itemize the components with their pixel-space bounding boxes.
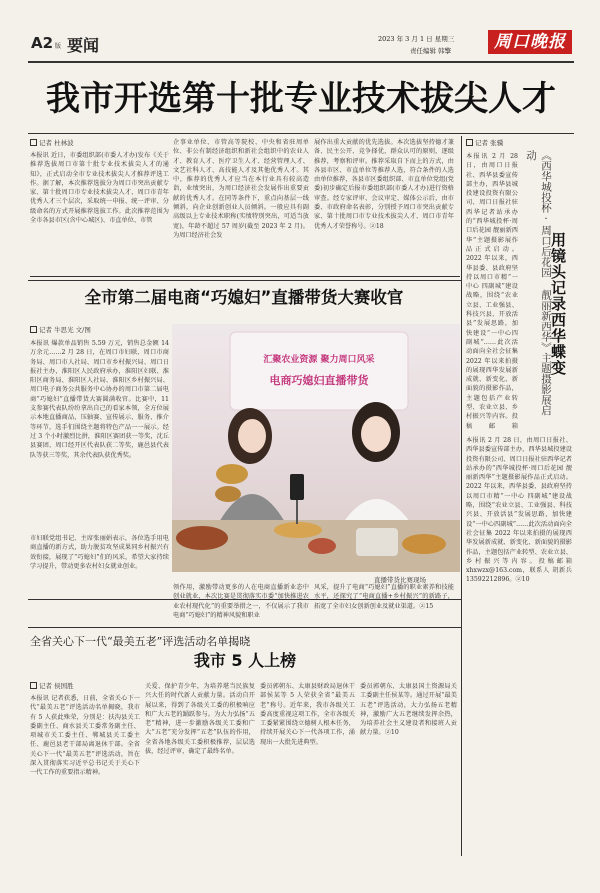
feature-column-3: 领作用，激励带动更多的人在电商直播新业态中创业就业，本次比赛是贯彻落实市委“加快推进农业农村现代化”的重要举措之一，不仅展示了我市电商“巧媳妇”的精神风貌和职业 [173, 584, 309, 619]
sidebar-byline: 记者 张骥 [466, 138, 503, 147]
photo-banner-line-1: 汇聚农业资源 聚力周口风采 [263, 355, 375, 365]
article3-column-4: 委员郭朝东、太康县国土资源局关工委副主任侯某等。通过开展“最美五老”评选活动，大力弘扬五老精神，激励广大五老继续发挥余热，为培养社会主义建设者和接班人贡献力量。②10 [360, 683, 457, 737]
article1-column-2: 企事业单位、市管高等院校、中央和省驻周单位、非公有制经济组织和新社会组织中的农业人才、教育人才、医疗卫生人才、经营管理人才、文艺社科人才、高技能人才及其他优秀人才。其中，推荐的优秀人才应当在本行业具有较高造诣，业绩突出，为周口经济社会发展作出重要贡献的优秀人才。在同等条件下，重点向基层一线倾斜，向企业创新创业人员倾斜。一般应具有副高级以上专业技术职称(实绩特别突出，可适当放宽)，年龄不超过 57 周岁(截至 2023 年 2 月)。为周口经济社会发 [173, 139, 309, 239]
page-headline: 我市开选第十批专业技术拔尖人才 [46, 79, 556, 119]
article1-column-3: 展作出重大贡献的优先选拔。本次选拔坚持德才兼备、民主公开、竞争择优，群众认可的原则，逐级推荐，考察和评审。推荐采取自下而上的方式，由各县市区、市直单位等推荐人选，符合条件的人选由单位推荐，各县市区委组织部、市直单位党组(党委)初步确定后报市委组织部(市委人才办)进行资格审查。经专家评审、会议审定、媒体公示后，由市委、市政府命名表彰，分别授予周口市突出贡献专家、第十批周口市专业技术拔尖人才、周口市青年优秀人才荣誉称号。②18 [314, 139, 454, 230]
article3-kicker: 全省关心下一代“最美五老”评选活动名单揭晓 [30, 635, 251, 648]
page-code: A2 [31, 34, 54, 52]
page-suffix: 版 [55, 43, 62, 50]
article1-byline: 记者 杜林波 [30, 138, 74, 147]
headline-rule [28, 133, 574, 134]
feature-byline: 记者 牛思光 文/图 [30, 325, 91, 334]
article3-column-1: 本报讯 记者获悉，日前，全省关心下一代“最美五老”评选活动名单揭晓，我市有 5 人获此殊荣，分别是：扶沟县关工委副主任、商水县关工委常务副主任、项城市关工委主任、郸城县关工委主任、鹿邑县老干部局离退休干部。全省关心下一代“最美五老”评选活动，旨在深入贯彻落实习近平总书记关于关心下一代工作的重要指示精神。 [30, 695, 140, 777]
sidebar-body-lower: 本报讯 2 月 28 日，由周口日报社、西华县委宣传部主办，西华县城投建设投资有限公司、周口日报社驻西华记者站承办的“西华城投杯·周口后花园 靓丽新西华”主题摄影展作品正式启动。2022 年以来，西华县委、县政府坚持以周口市精“一中心 四副城”建设战略，围绕“农业立县、工业强县、科技兴县、开放活县”发展思路，加快建设“一中心四副城”……此次活动面向全社会征集 2022 年以来拍摄的展现西华发展新成就、新变化、新面貌的摄影作品，主题包括产业转型、农业立县、乡村振兴等内容。投稿邮箱 xhxwzx@163.com，联系人 胡新兵 13592212896。②10 [466, 437, 572, 584]
article3-byline: 记者 侯国胜 [30, 681, 74, 690]
photo-caption: 直播带货比赛现场 [374, 576, 426, 584]
feature-photo [172, 324, 460, 572]
feature-title: 全市第二届电商“巧媳妇”直播带货大赛收官 [84, 288, 404, 307]
masthead [0, 0, 600, 64]
feature-column-2: 市妇联党组书记、主席张丽娟表示，各位选手用电商直播的新方式，助力脱贫攻坚成果同乡村振兴有效衔接，展现了“巧媳妇”们的风采，希望大家持续学习提升，带动更多农村妇女就业创业。 [30, 535, 169, 570]
sidebar-title: 用镜头记录西华蝶变 [549, 232, 567, 376]
masthead-rule [28, 61, 574, 63]
article1-divider [30, 276, 460, 277]
feature-column-1: 本报讯 爆款单品销售 5.59 万元，销售总金额 14 万余元……2 月 28 日，在周口市妇联、周口市商务局、周口市人社局、周口市乡村振兴局、周口日报社主办，淮阳区人民政府承办，淮阳区妇联、淮阳区商务局、淮阳区人社局、淮阳区乡村振兴局、周口电子商务公共服务中心协办的周口市第二届电商“巧媳妇”直播带货大赛圆满收官。比赛中，11 支参赛代表队纷纷拿出自己的看家本领，全方位展示本地直播商品，压轴赛、宣传展示、服务、推介等环节，选手们围绕主题将特色产品一一展示。经过 3 个小时激烈比拼，淮阳区赛团获一等奖，沈丘县赛团、周口经开区代表队获二等奖，鹿邑县代表队等获三等奖，其余代表队获优秀奖。 [30, 340, 169, 459]
sidebar-body: 本报讯 2 月 28 日，由周口日报社、西华县委宣传部主办，西华县城投建设投资有限公司、周口日报社驻西华记者站承办的“西华城投杯·周口后花园 靓丽新西华”主题摄影展作品正式启动。2022 年以来，西华县委、县政府坚持以周口市精“一中心 四副城”建设战略，围绕“农业立县、工业强县、科技兴县、开放活县”发展思路，加快建设“一中心四副城”……此次活动面向全社会征集 2022 年以来拍摄的展现西华发展新成就、新变化、新面貌的摄影作品，主题包括产业转型、农业立县、乡村振兴等内容。投稿邮箱 [466, 153, 518, 430]
sidebar-subtitle: 《西华城投杯·周口后花园 靓丽新西华》主题摄影展启动 [525, 150, 552, 416]
article3-column-2: 关爱、保护青少年，为培养堪当民族复兴大任的时代新人贡献力量。活动自开展以来，得到了各级关工委的积极响应和广大五老的踊跃参与。为大力弘扬“五老”精神，进一步激励各级关工委和广大“五老”充分发挥“五老”队伍的作用，全省各地各级关工委积极推荐，层层选拔，经过评审，确定了最终名单。 [145, 683, 255, 756]
photo-banner-line-2: 电商巧媳妇直播带货 [269, 374, 369, 387]
feature-bottom-rule [28, 627, 461, 628]
editor-line: 责任编辑 韩擎 [410, 47, 452, 55]
article1-column-1: 本报讯 近日，市委组织部(市委人才办)发布《关于推荐选拔周口市第十批专业技术拔尖人才的通知》，正式启动全市专业技术拔尖人才推荐评选工作。据了解，本次推荐选拔分为周口市突出贡献专家、第十批周口市专业技术拔尖人才、周口市青年优秀人才三个层次，采取统一申报、统一评审、分级命名的方式开展推荐选拔工作。此次推荐范围为全市各县市区(含中心城区)、市直单位、市管 [30, 152, 169, 225]
feature-column-4: 风采，提升了电商“巧媳妇”直播的职业素养和技能水平，还探究了“电商直播+乡村振兴”的新路子，拓宽了全市妇女创新创业及就业渠道。②15 [314, 584, 454, 610]
date-line: 2023 年 3 月 1 日 星期三 [378, 35, 455, 43]
paper-logo: 周口晚报 [488, 30, 572, 54]
sidebar-separator [461, 136, 462, 856]
section-name: 要闻 [67, 36, 100, 55]
article3-column-3: 委员郭朝东、太康县财政局退休干部侯某等 5 人荣获全省“最美五老”称号。近年来，我市各级关工委高度重视这项工作，全市各级关工委紧紧围绕立德树人根本任务，持续开展关心下一代各项工作，涌现出一大批先进典型。 [260, 683, 355, 746]
article3-title: 我市 5 人上榜 [193, 651, 297, 670]
